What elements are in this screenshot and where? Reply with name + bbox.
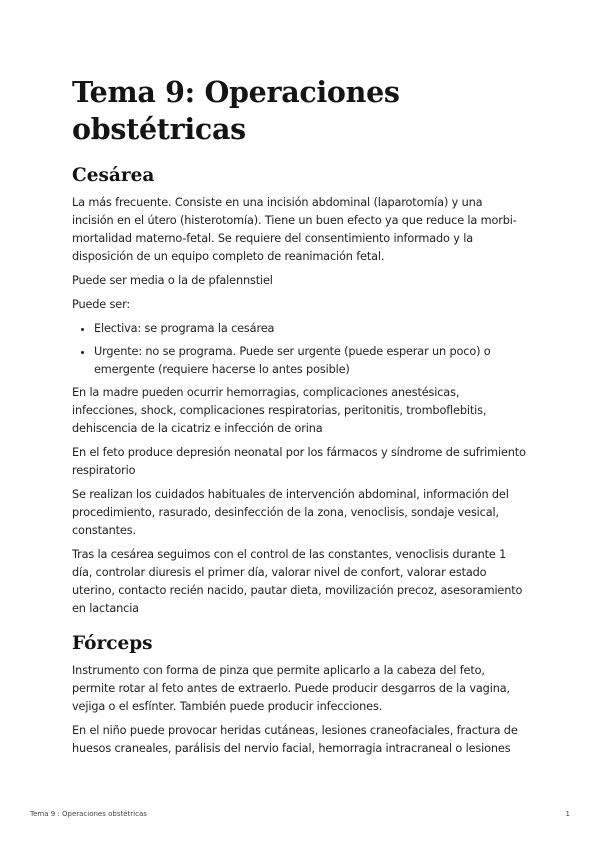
paragraph: En la madre pueden ocurrir hemorragias, complicaciones anestésicas, infecciones, shock, complicaciones respiratorias, peritonitis, tromboflebitis, dehiscencia de la cicatriz e infección de orina	[72, 386, 487, 435]
footer-title: Tema 9 : Operaciones obstétricas	[30, 810, 147, 818]
document-body	[72, 74, 527, 764]
bullet-list	[72, 320, 527, 379]
section-forceps	[72, 632, 527, 758]
paragraph: Tras la cesárea seguimos con el control de las constantes, venoclisis durante 1 día, controlar diuresis el primer día, valorar nivel de confort, valorar estado uterino, contacto recién nacido, pautar dieta, movilización precoz, asesoramiento en lactancia	[72, 548, 523, 615]
paragraph: Puede ser:	[72, 298, 131, 311]
section-heading: Cesárea	[72, 165, 155, 186]
list-item: • Electiva: se programa la cesárea	[94, 320, 527, 338]
page-title: Tema 9: Operaciones obstétricas	[72, 75, 400, 146]
paragraph: Se realizan los cuidados habituales de intervención abdominal, información del procedimiento, rasurado, desinfección de la zona, venoclisis, sondaje vesical, constantes.	[72, 488, 509, 537]
paragraph: La más frecuente. Consiste en una incisión abdominal (laparotomía) y una incisión en el útero (histerotomía). Tiene un buen efecto ya que reduce la morbi-mortalidad materno-fetal. Se requiere del consentimiento informado y la disposición de un equipo completo de reanimación fetal.	[72, 196, 517, 263]
paragraph: Puede ser media o la de pfalennstiel	[72, 274, 273, 287]
section-heading: Fórceps	[72, 633, 153, 654]
paragraph: En el feto produce depresión neonatal por los fármacos y síndrome de sufrimiento respiratorio	[72, 446, 526, 477]
page-number: 1	[565, 810, 570, 818]
paragraph: Instrumento con forma de pinza que permite aplicarlo a la cabeza del feto, permite rotar al feto antes de extraerlo. Puede producir desgarros de la vagina, vejiga o el esfínter. También puede producir infecciones.	[72, 664, 510, 713]
section-cesarea	[72, 164, 527, 618]
paragraph: En el niño puede provocar heridas cutáneas, lesiones craneofaciales, fractura de huesos craneales, parálisis del nervio facial, hemorragia intracraneal o lesiones	[72, 724, 518, 755]
list-item: • Urgente: no se programa. Puede ser urgente (puede esperar un poco) o emergente (requiere hacerse lo antes posible)	[94, 343, 527, 379]
